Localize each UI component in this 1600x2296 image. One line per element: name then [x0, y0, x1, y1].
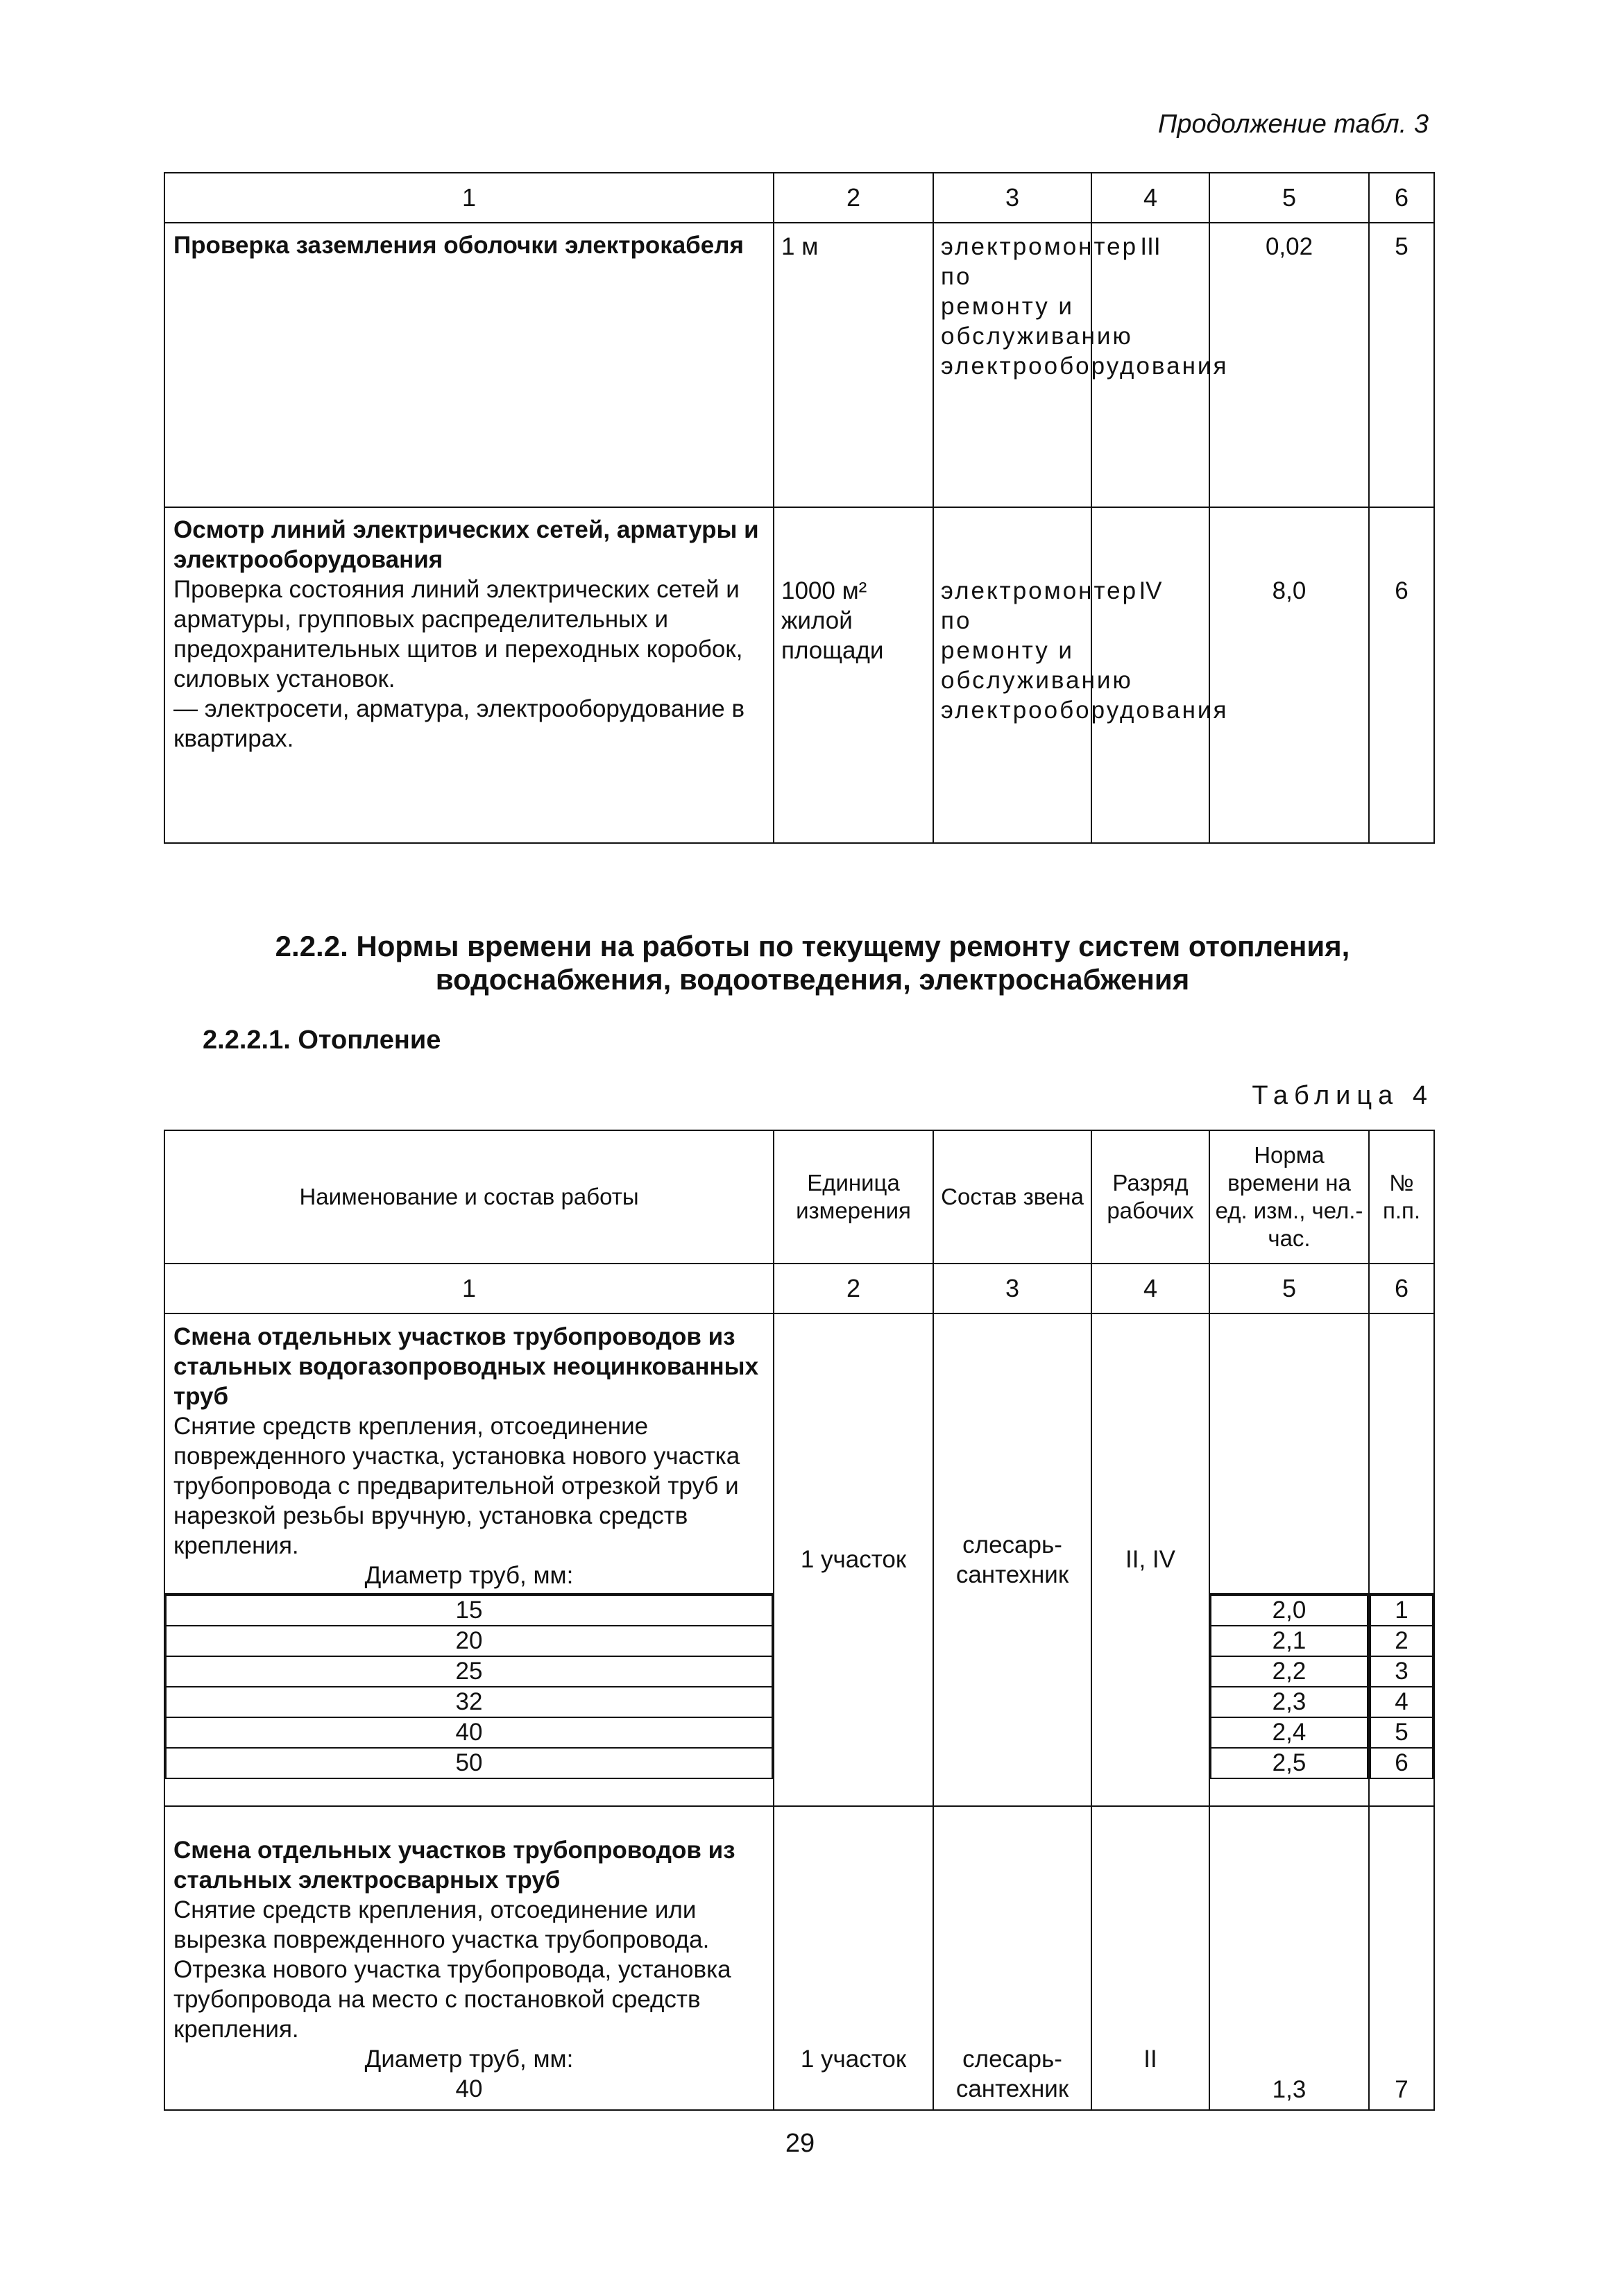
- unit-cell: 1 м: [774, 223, 933, 507]
- item-number-cell: 5: [1369, 223, 1434, 507]
- diameter-row: [166, 1687, 772, 1717]
- work-title: Смена отдельных участков трубопроводов из стальных электросварных труб: [173, 1837, 735, 1894]
- crew-cell: [933, 1313, 1091, 1806]
- grade-cell: IV: [1091, 507, 1209, 843]
- norm-cell: 1,3: [1209, 1806, 1369, 2110]
- header-work-name: Наименование и состав работы: [164, 1130, 774, 1264]
- norm-list: [1209, 1594, 1369, 1806]
- diameter-value: 15: [166, 1595, 772, 1626]
- col-number: 3: [933, 173, 1091, 223]
- unit-cell: 1 участок: [774, 1806, 933, 2110]
- norm-subtable: [1210, 1595, 1368, 1779]
- table-4: [164, 1130, 1435, 2111]
- norm-cell: 8,0: [1209, 507, 1369, 843]
- table-row: [164, 1806, 1434, 2110]
- item-number-value: 6: [1370, 1748, 1433, 1778]
- header-norm: Норма времени на ед. изм., чел.-час.: [1209, 1130, 1369, 1264]
- diameter-value: 40: [166, 1717, 772, 1748]
- work-description: Проверка состояния линий электрических сетей и арматуры, групповых распределительных и предохранительных щитов и переходных коробок, силовых установок.: [173, 576, 743, 692]
- table-4-label: Таблица 4: [1252, 1081, 1433, 1110]
- diameter-value: 50: [166, 1748, 772, 1778]
- item-number-value: 2: [1370, 1626, 1433, 1656]
- diameter-row: [166, 1626, 772, 1656]
- item-number-value: 1: [1370, 1595, 1433, 1626]
- unit-value: 1 участок: [800, 1546, 907, 1573]
- norm-value: 2,3: [1211, 1687, 1368, 1717]
- col-number: 4: [1091, 1264, 1209, 1313]
- crew-cell: электромонтер по ремонту и обслуживанию электрооборудования: [933, 223, 1091, 507]
- col-number: 4: [1091, 173, 1209, 223]
- table-3-continuation: [164, 172, 1435, 844]
- item-number-cell: 6: [1369, 507, 1434, 843]
- unit-cell: 1000 м² жилой площади: [774, 507, 933, 843]
- crew-cell: электромонтер по ремонту и обслуживанию электрооборудования: [933, 507, 1091, 843]
- diameter-value: 40: [455, 2075, 483, 2102]
- table-4-column-numbers: [164, 1264, 1434, 1313]
- continuation-caption: Продолжение табл. 3: [1157, 110, 1429, 139]
- diameter-value: 32: [166, 1687, 772, 1717]
- work-name-cell: [164, 507, 774, 843]
- col-number: 2: [774, 173, 933, 223]
- table-row: [164, 223, 1434, 507]
- crew-value: слесарь-сантехник: [955, 1531, 1069, 1588]
- diameter-row: [166, 1717, 772, 1748]
- diameter-subtable: [165, 1595, 773, 1779]
- page-number: 29: [785, 2129, 815, 2158]
- work-name-cell: [164, 223, 774, 507]
- grade-value: II, IV: [1125, 1546, 1175, 1573]
- col-number: 5: [1209, 1264, 1369, 1313]
- work-description-note: — электросети, арматура, электрооборудование в квартирах.: [173, 695, 745, 752]
- work-description: Снятие средств крепления, отсоединение поврежденного участка, установка нового участка трубопровода с предварительной отрезкой труб и нарезкой резьбы вручную, установка средств крепления.: [173, 1413, 740, 1559]
- diameter-row: [166, 1656, 772, 1687]
- unit-cell: [774, 1313, 933, 1806]
- item-number-cell: 7: [1369, 1806, 1434, 2110]
- diameter-label: Диаметр труб, мм:: [364, 2046, 574, 2073]
- work-name-cell: [164, 1313, 774, 1594]
- item-number-value: 5: [1370, 1717, 1433, 1748]
- diameter-row: [166, 1748, 772, 1778]
- item-number-value: 4: [1370, 1687, 1433, 1717]
- grade-cell: [1091, 1313, 1209, 1806]
- col-number: 5: [1209, 173, 1369, 223]
- norm-value: 2,1: [1211, 1626, 1368, 1656]
- col-number: 1: [164, 173, 774, 223]
- table-row: [164, 507, 1434, 843]
- work-description: Снятие средств крепления, отсоединение или вырезка поврежденного участка трубопровода. Отрезка нового участка трубопровода, установка трубопровода на место с постановкой средств крепления.: [173, 1896, 731, 2043]
- col-number: 2: [774, 1264, 933, 1313]
- item-number-value: 3: [1370, 1656, 1433, 1687]
- grade-cell: II: [1091, 1806, 1209, 2110]
- item-number-subtable: [1370, 1595, 1433, 1779]
- col-number: 6: [1369, 173, 1434, 223]
- norm-value: 2,5: [1211, 1748, 1368, 1778]
- section-title: 2.2.2. Нормы времени на работы по текущему ремонту систем отопления, водоснабжения, водоотведения, электроснабжения: [275, 930, 1350, 996]
- header-crew: Состав звена: [933, 1130, 1091, 1264]
- work-title: Смена отдельных участков трубопроводов из стальных водогазопроводных неоцинкованных труб: [173, 1323, 759, 1410]
- work-title: Осмотр линий электрических сетей, арматуры и электрооборудования: [173, 516, 759, 573]
- item-number-blank-cell: [1369, 1313, 1434, 1594]
- norm-value: 2,2: [1211, 1656, 1368, 1687]
- norm-value: 2,0: [1211, 1595, 1368, 1626]
- norm-blank-cell: [1209, 1313, 1369, 1594]
- norm-value: 2,4: [1211, 1717, 1368, 1748]
- norm-cell: 0,02: [1209, 223, 1369, 507]
- grade-cell: III: [1091, 223, 1209, 507]
- diameter-list: [164, 1594, 774, 1806]
- subsection-title: 2.2.2.1. Отопление: [203, 1026, 441, 1055]
- col-number: 6: [1369, 1264, 1434, 1313]
- header-unit: Единица измерения: [774, 1130, 933, 1264]
- work-title: Проверка заземления оболочки электрокабеля: [173, 232, 744, 259]
- table-3-column-numbers: [164, 173, 1434, 223]
- work-name-cell: [164, 1806, 774, 2110]
- diameter-value: 25: [166, 1656, 772, 1687]
- diameter-row: [166, 1595, 772, 1626]
- header-item-number: № п.п.: [1369, 1130, 1434, 1264]
- crew-cell: слесарь-сантехник: [933, 1806, 1091, 2110]
- table-4-header-row: [164, 1130, 1434, 1264]
- col-number: 1: [164, 1264, 774, 1313]
- diameter-label: Диаметр труб, мм:: [364, 1562, 574, 1589]
- diameter-value: 20: [166, 1626, 772, 1656]
- col-number: 3: [933, 1264, 1091, 1313]
- header-grade: Разряд рабочих: [1091, 1130, 1209, 1264]
- item-number-list: [1369, 1594, 1434, 1806]
- table-row: [164, 1313, 1434, 1594]
